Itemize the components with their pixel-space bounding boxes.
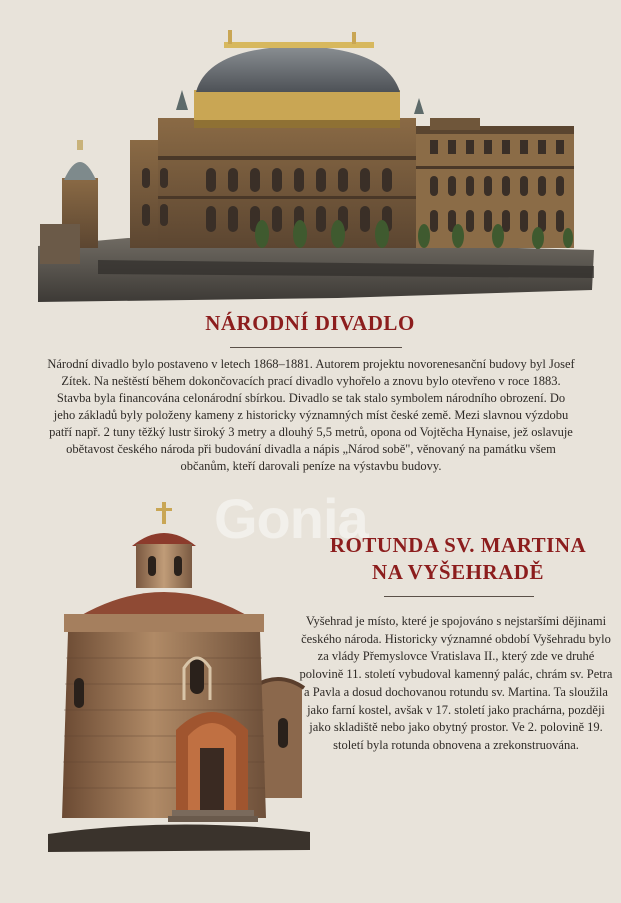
national-theatre-description: Národní divadlo bylo postaveno v letech 1868–1881. Autorem projektu novorenesanční budovy byl Josef Zítek. Na neštěstí během dokončovacích prací divadlo vyhořelo a znovu bylo otevřeno v roce 1883. Stavba byla financována celonárodní sbírkou. Divadlo se tak stalo symbolem národního obrození. Do jeho základů byly položeny kameny z historicky významných míst české země. Mezi slavnou výzdobu patří např. 2 tuny těžký lustr široký 3 metry a dlouhý 5,5 metrů, opona od Vojtěcha Hynaise, jež oslavuje obětavost českého národa při budování divadla a nápis „Národ sobě", věnovaný na památku všem občanům, kteří darovali peníze na výstavbu budovy. [47,357,575,473]
section-title-national-theatre: NÁRODNÍ DIVADLO [205,311,415,335]
rotunda-title-line2: NA VYŠEHRADĚ [372,560,544,584]
rotunda-illustration [40,498,312,854]
title-divider [230,347,402,348]
national-theatre-illustration [38,28,594,304]
rotunda-title-line1: ROTUNDA SV. MARTINA [329,533,587,557]
watermark-logo: Gonia [214,487,368,550]
rotunda-description: Vyšehrad je místo, které je spojováno s nejstaršími dějinami českého národa. Historicky významné období Vyšehradu bylo za vlády Přemyslovce Vratislava II., který zde ve druhé polovině 11. století vybudoval kamenný palác, chrám sv. Petra a Pavla a dosud dochovanou rotundu sv. Martina. Ta sloužila jako farní kostel, avšak v 17. století jako prachárna, později jako skladiště nebo jako obytný prostor. Ve 2. polovině 19. století byla rotunda obnovena a zrekonstruována. [299,614,613,752]
title-divider [384,596,534,597]
section-title-rotunda [318,532,598,586]
